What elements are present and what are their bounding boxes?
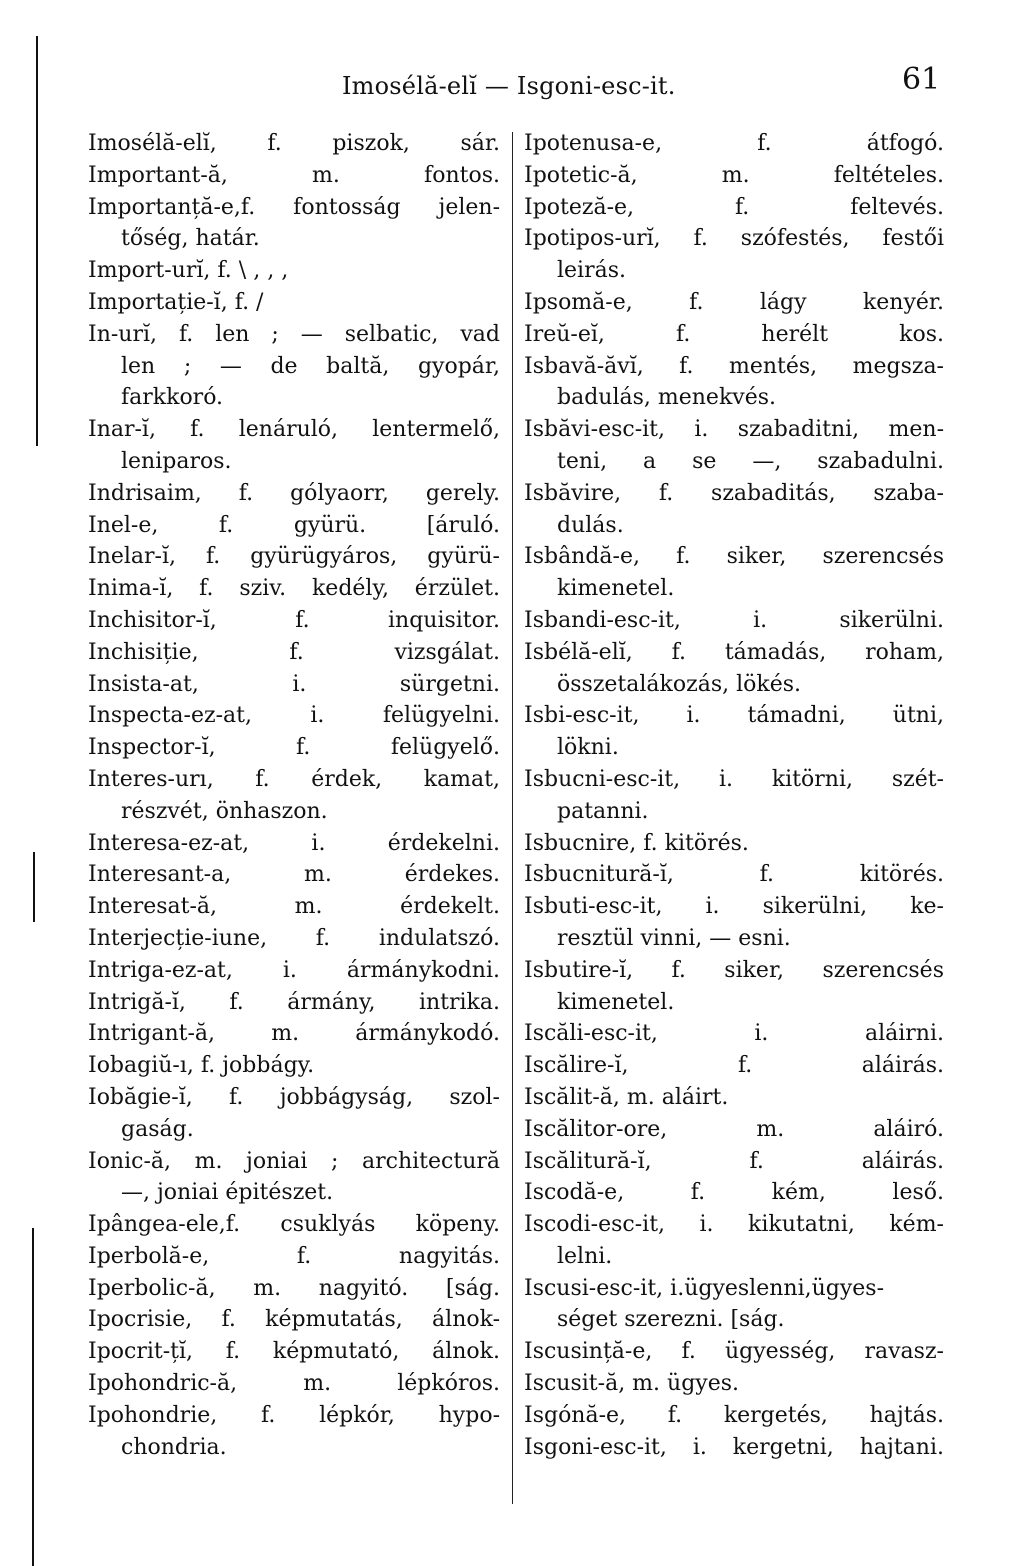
dictionary-line: Inspector-ĭ, f. felügyelő. bbox=[88, 735, 500, 761]
dictionary-line: Isbélă-elĭ, f. támadás, roham, bbox=[524, 639, 944, 665]
dictionary-line: összetalákozás, lökés. bbox=[557, 671, 802, 697]
dictionary-line: Iscăli-esc-it, i. aláirni. bbox=[524, 1021, 944, 1047]
dictionary-line: Isgónă-e, f. kergetés, hajtás. bbox=[524, 1402, 944, 1428]
dictionary-line: In-urĭ, f. len ; — selbatic, vad bbox=[88, 321, 500, 347]
dictionary-line: Inel-e, f. gyürü. [áruló. bbox=[88, 512, 500, 538]
column-divider bbox=[512, 132, 513, 1504]
dictionary-line: Interesant-a, m. érdekes. bbox=[88, 862, 500, 888]
dictionary-line: farkkoró. bbox=[121, 385, 224, 411]
dictionary-line: Iscălire-ĭ, f. aláirás. bbox=[524, 1053, 944, 1079]
dictionary-line: Intrigant-ă, m. ármánykodó. bbox=[88, 1021, 500, 1047]
dictionary-line: Isbuti-esc-it, i. sikerülni, ke- bbox=[524, 894, 944, 920]
dictionary-line: Ipotenusa-e, f. átfogó. bbox=[524, 131, 944, 156]
dictionary-line: chondria. bbox=[121, 1434, 227, 1460]
dictionary-line: Ireŭ-eĭ, f. herélt kos. bbox=[524, 321, 944, 347]
dictionary-line: Isbucnire, f. kitörés. bbox=[524, 830, 749, 856]
dictionary-line: len ; — de baltă, gyopár, bbox=[121, 353, 500, 379]
dictionary-line: Imosélă-elĭ, f. piszok, sár. bbox=[88, 131, 500, 156]
dictionary-line: Intriga-ez-at, i. ármánykodni. bbox=[88, 957, 500, 983]
dictionary-line: Inar-ĭ, f. lenáruló, lentermelő, bbox=[88, 417, 500, 443]
dictionary-line: lökni. bbox=[557, 735, 619, 761]
dictionary-line: Iscălitor-ore, m. aláiró. bbox=[524, 1116, 944, 1142]
dictionary-line: Indrisaim, f. gólyaorr, gerely. bbox=[88, 480, 500, 506]
dictionary-line: részvét, önhaszon. bbox=[121, 798, 328, 824]
dictionary-line: Importație-ĭ, f. / bbox=[88, 289, 264, 315]
dictionary-line: Insista-at, i. sürgetni. bbox=[88, 671, 500, 697]
dictionary-line: dulás. bbox=[557, 512, 624, 538]
dictionary-line: séget szerezni. [ság. bbox=[557, 1307, 785, 1333]
page-number: 61 bbox=[902, 62, 941, 97]
dictionary-line: Iscusi-esc-it, i.ügyeslenni,ügyes- bbox=[524, 1275, 885, 1301]
dictionary-line: Isbucni-esc-it, i. kitörni, szét- bbox=[524, 766, 944, 792]
dictionary-line: Interjecție-iune, f. indulatszó. bbox=[88, 925, 500, 951]
dictionary-line: Isbavă-ăvĭ, f. mentés, megsza- bbox=[524, 353, 944, 379]
dictionary-line: tőség, határ. bbox=[121, 226, 260, 252]
left-edge-line-bottom bbox=[32, 1228, 34, 1566]
dictionary-line: badulás, menekvés. bbox=[557, 385, 777, 411]
dictionary-line: Iscodi-esc-it, i. kikutatni, kém- bbox=[524, 1212, 944, 1238]
dictionary-line: Isbăvire, f. szabaditás, szaba- bbox=[524, 480, 944, 506]
dictionary-line: leniparos. bbox=[121, 448, 232, 474]
dictionary-line: Isbandi-esc-it, i. sikerülni. bbox=[524, 607, 944, 633]
dictionary-line: Interesa-ez-at, i. érdekelni. bbox=[88, 830, 500, 856]
dictionary-line: Ipocrisie, f. képmutatás, álnok- bbox=[88, 1307, 500, 1333]
dictionary-line: Important-ă, m. fontos. bbox=[88, 162, 500, 188]
page-header bbox=[0, 62, 1024, 106]
dictionary-line: Iobăgie-ĭ, f. jobbágyság, szol- bbox=[88, 1084, 500, 1110]
left-column bbox=[88, 128, 500, 1463]
dictionary-line: Ipângea-ele,f. csuklyás köpeny. bbox=[88, 1212, 500, 1238]
dictionary-line: Ipotipos-urĭ, f. szófestés, festői bbox=[524, 226, 944, 252]
running-head: Imosélă-elĭ — Isgoni-esc-it. bbox=[342, 72, 676, 100]
dictionary-line: Inchisitor-ĭ, f. inquisitor. bbox=[88, 607, 500, 633]
left-edge-line-mid bbox=[33, 852, 35, 922]
dictionary-line: Inspecta-ez-at, i. felügyelni. bbox=[88, 703, 500, 729]
dictionary-line: Iscusință-e, f. ügyesség, ravasz- bbox=[524, 1339, 944, 1365]
dictionary-line: Iscusit-ă, m. ügyes. bbox=[524, 1371, 740, 1397]
dictionary-line: Import-urĭ, f. \ ‚ ‚ ‚ bbox=[88, 258, 289, 284]
dictionary-line: Isbutire-ĭ, f. siker, szerencsés bbox=[524, 957, 944, 983]
dictionary-line: leirás. bbox=[557, 258, 627, 284]
dictionary-line: Interesat-ă, m. érdekelt. bbox=[88, 894, 500, 920]
dictionary-line: Iperbolic-ă, m. nagyitó. [ság. bbox=[88, 1275, 500, 1301]
dictionary-line: resztül vinni, — esni. bbox=[557, 925, 791, 951]
dictionary-line: Isgoni-esc-it, i. kergetni, hajtani. bbox=[524, 1434, 944, 1460]
dictionary-line: patanni. bbox=[557, 798, 649, 824]
dictionary-line: Iperbolă-e, f. nagyitás. bbox=[88, 1243, 500, 1269]
dictionary-line: kimenetel. bbox=[557, 989, 675, 1015]
dictionary-line: Ipocrit-țĭ, f. képmutató, álnok. bbox=[88, 1339, 500, 1365]
dictionary-line: Ipoteză-e, f. feltevés. bbox=[524, 194, 944, 220]
dictionary-line: Ionic-ă, m. joniai ; architectură bbox=[88, 1148, 500, 1174]
dictionary-line: Inchisiție, f. vizsgálat. bbox=[88, 639, 500, 665]
dictionary-line: kimenetel. bbox=[557, 576, 675, 602]
dictionary-line: Inima-ĭ, f. sziv. kedély, érzület. bbox=[88, 576, 500, 602]
dictionary-line: Ipohondrie, f. lépkór, hypo- bbox=[88, 1402, 500, 1428]
dictionary-line: Isbândă-e, f. siker, szerencsés bbox=[524, 544, 944, 570]
dictionary-line: Iobagiŭ-ı, f. jobbágy. bbox=[88, 1053, 315, 1079]
dictionary-line: Importanță-e,f. fontosság jelen- bbox=[88, 194, 500, 220]
dictionary-line: Isbi-esc-it, i. támadni, ütni, bbox=[524, 703, 944, 729]
dictionary-line: teni, a se —, szabadulni. bbox=[557, 448, 944, 474]
dictionary-line: Iscodă-e, f. kém, leső. bbox=[524, 1180, 944, 1206]
dictionary-line: Ipohondric-ă, m. lépkóros. bbox=[88, 1371, 500, 1397]
dictionary-line: gaság. bbox=[121, 1116, 194, 1142]
dictionary-line: Intrigă-ĭ, f. ármány, intrika. bbox=[88, 989, 500, 1015]
dictionary-line: —, joniai épitészet. bbox=[121, 1180, 334, 1206]
dictionary-line: lelni. bbox=[557, 1243, 613, 1269]
dictionary-line: Iscălit-ă, m. aláirt. bbox=[524, 1084, 729, 1110]
dictionary-line: Isbucnitură-ĭ, f. kitörés. bbox=[524, 862, 944, 888]
right-column bbox=[524, 128, 944, 1463]
dictionary-line: Iscălitură-ĭ, f. aláirás. bbox=[524, 1148, 944, 1174]
dictionary-line: Ipsomă-e, f. lágy kenyér. bbox=[524, 289, 944, 315]
dictionary-line: Isbăvi-esc-it, i. szabaditni, men- bbox=[524, 417, 944, 443]
dictionary-line: Interes-urı, f. érdek, kamat, bbox=[88, 766, 500, 792]
dictionary-line: Inelar-ĭ, f. gyürügyáros, gyürü- bbox=[88, 544, 500, 570]
dictionary-line: Ipotetic-ă, m. feltételes. bbox=[524, 162, 944, 188]
